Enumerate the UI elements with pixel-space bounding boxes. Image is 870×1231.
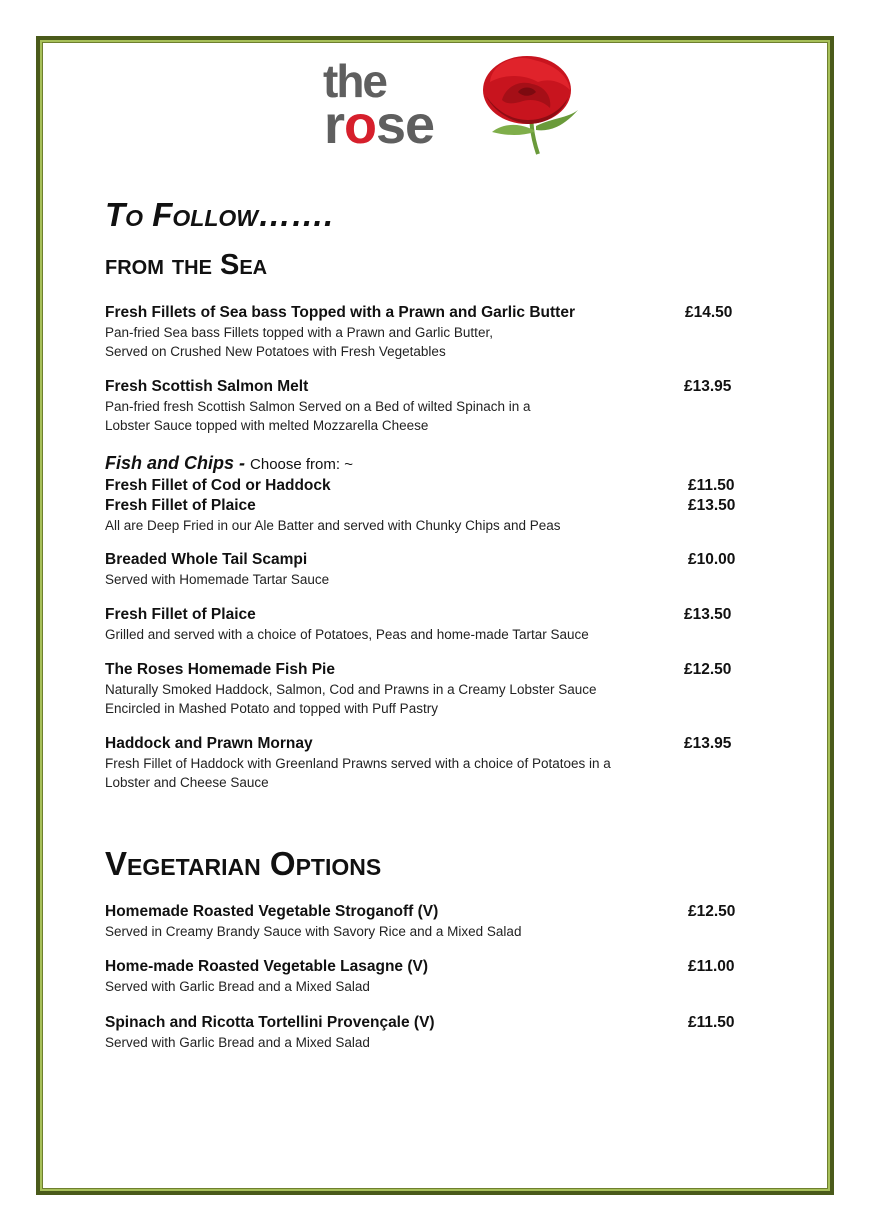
menu-item-scampi [105,550,735,589]
item-name: Fresh Fillets of Sea bass Topped with a Prawn and Garlic Butter [105,304,575,321]
heading-from-the-sea: from the Sea [105,249,268,281]
item-description: Grilled and served with a choice of Potatoes, Peas and home-made Tartar Sauce [105,627,589,642]
logo-word-the: the [323,55,386,107]
item-price: £13.50 [688,497,736,514]
item-name: The Roses Homemade Fish Pie [105,661,335,678]
heading-vegetarian-options: Vegetarian Options [105,845,382,882]
item-description: Fresh Fillet of Haddock with Greenland Prawns served with a choice of Potatoes in a [105,756,611,771]
item-name: Homemade Roasted Vegetable Stroganoff (V) [105,903,439,920]
menu-item-stroganoff [105,902,735,941]
item-name: Spinach and Ricotta Tortellini Provençale (V) [105,1014,435,1031]
item-name: Breaded Whole Tail Scampi [105,551,308,568]
menu-item-fish-and-chips [105,452,735,535]
item-price: £12.50 [688,903,736,920]
menu-item-lasagne [105,957,735,996]
menu-item-salmon [105,377,735,435]
item-description: Served with Garlic Bread and a Mixed Salad [105,1035,370,1050]
logo-letters-se: se [376,95,435,155]
item-name: Haddock and Prawn Mornay [105,735,313,752]
menu-item-tortellini [105,1013,735,1052]
item-description: Served with Garlic Bread and a Mixed Salad [105,979,370,994]
rose-flower-icon [472,52,582,156]
item-description: All are Deep Fried in our Ale Batter and served with Chunky Chips and Peas [105,518,561,533]
menu-item-plaice [105,605,735,644]
item-price: £12.50 [684,661,732,678]
item-description: Served in Creamy Brandy Sauce with Savory Rice and a Mixed Salad [105,924,522,939]
item-name: Fresh Fillet of Cod or Haddock [105,477,331,494]
item-name: Fresh Fillet of Plaice [105,497,256,514]
item-description: Served with Homemade Tartar Sauce [105,572,330,587]
item-description: Naturally Smoked Haddock, Salmon, Cod and Prawns in a Creamy Lobster Sauce [105,682,597,697]
fish-and-chips-title [105,452,735,476]
logo-letter-r: r [324,95,345,155]
item-name: Fresh Fillet of Plaice [105,606,256,623]
menu-item-fish-pie [105,660,735,718]
item-price: £13.50 [684,606,732,623]
menu-item-mornay [105,734,735,792]
fish-and-chips-subtitle: Choose from: ~ [250,456,353,473]
item-description: Lobster Sauce topped with melted Mozzarella Cheese [105,418,429,433]
item-description: Encircled in Mashed Potato and topped with Puff Pastry [105,701,438,716]
fish-and-chips-label: Fish and Chips - [105,453,251,473]
item-description: Served on Crushed New Potatoes with Fresh Vegetables [105,344,446,359]
item-price: £14.50 [685,304,733,321]
item-price: £13.95 [684,378,732,395]
logo [320,52,582,156]
item-description: Lobster and Cheese Sauce [105,775,269,790]
item-description: Pan-fried Sea bass Fillets topped with a Prawn and Garlic Butter, [105,325,493,340]
item-price: £11.50 [688,477,735,494]
logo-word-rose [324,95,435,155]
item-price: £11.00 [688,958,735,975]
item-name: Fresh Scottish Salmon Melt [105,378,309,395]
menu-item-sea-bass [105,303,735,361]
item-description: Pan-fried fresh Scottish Salmon Served on a Bed of wilted Spinach in a [105,399,531,414]
item-price: £10.00 [688,551,736,568]
item-price: £11.50 [688,1014,735,1031]
item-name: Home-made Roasted Vegetable Lasagne (V) [105,958,429,975]
logo-swirl-o: o [344,95,377,155]
heading-to-follow: To Follow……. [105,196,334,233]
item-price: £13.95 [684,735,732,752]
